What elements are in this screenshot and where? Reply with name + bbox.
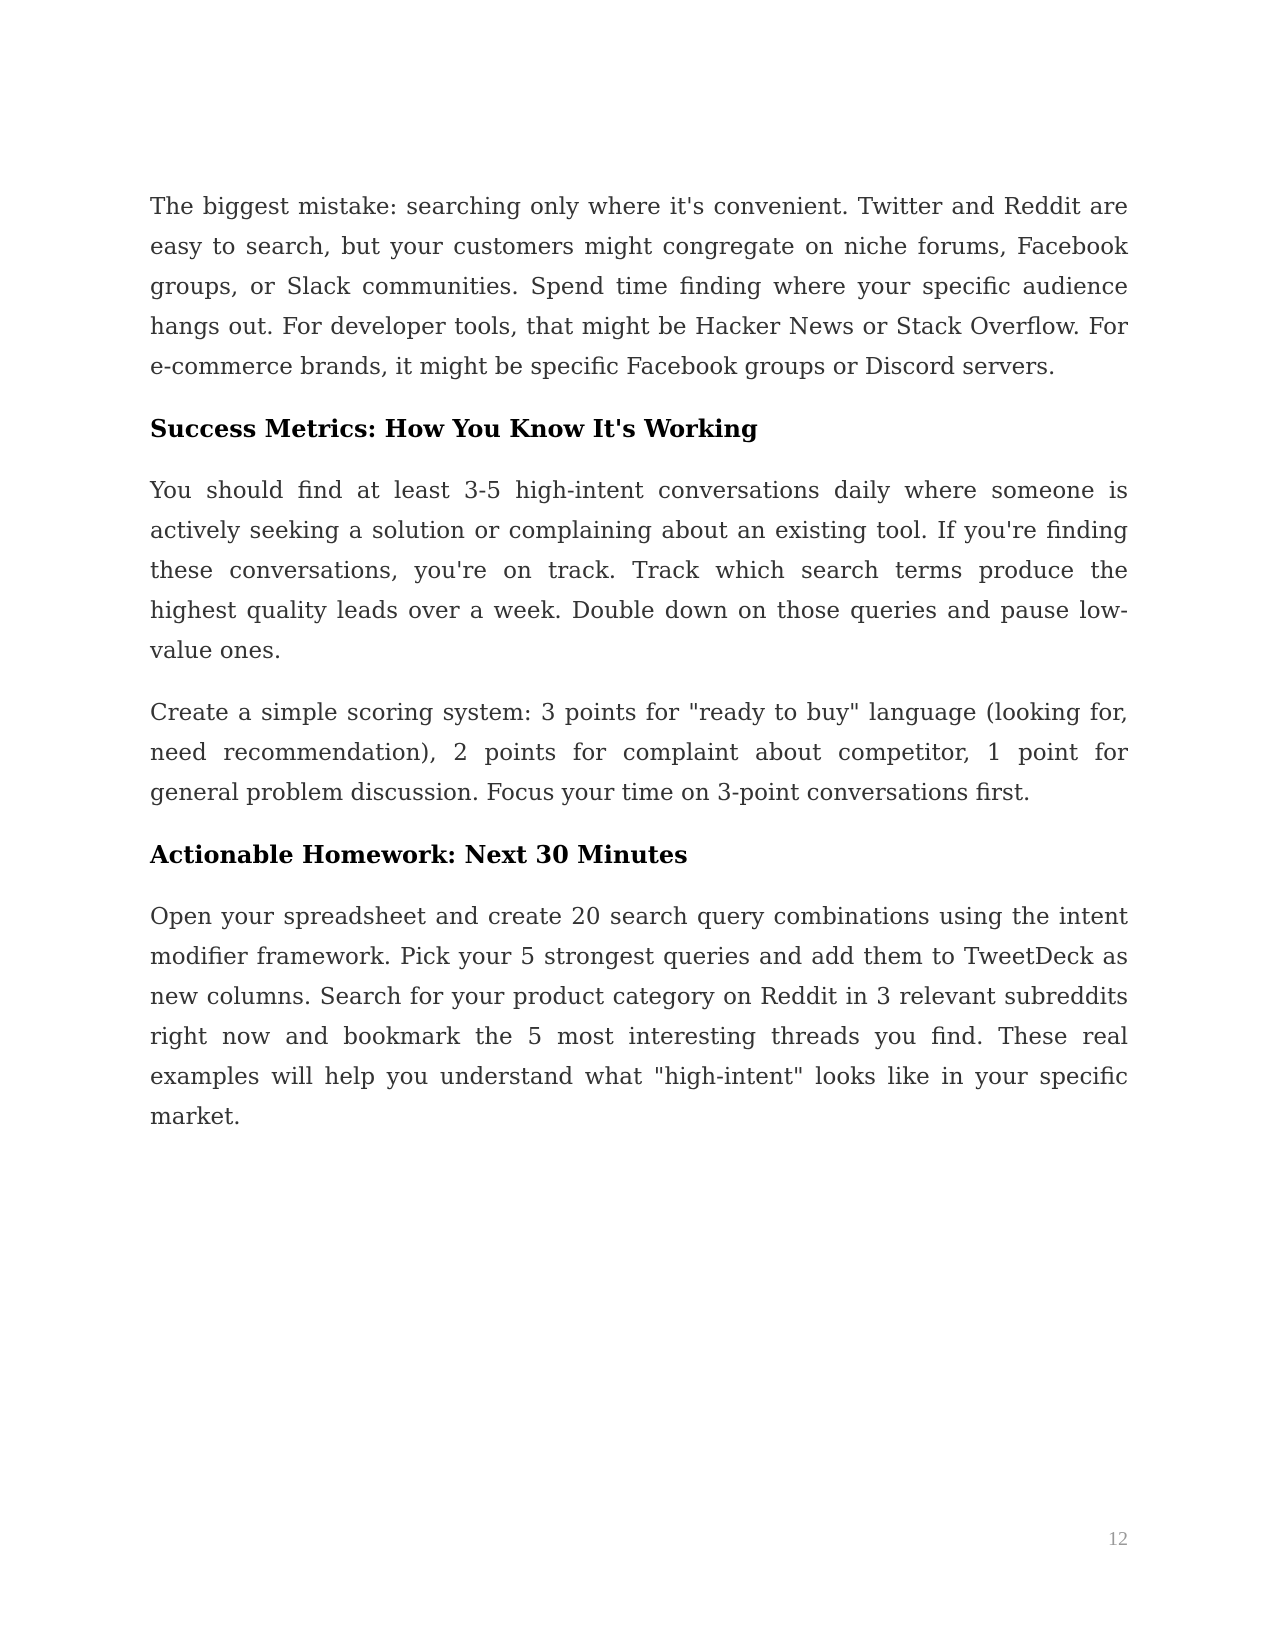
- success-metrics-paragraph-2: Create a simple scoring system: 3 points for "ready to buy" language (looking for, need recommendation), 2 points for complaint about competitor, 1 point for general problem discussion. Focus your time on 3-point conversations first.: [150, 700, 1128, 806]
- page-content: [150, 187, 1128, 1159]
- section-heading-success-metrics: Success Metrics: How You Know It's Working: [150, 414, 758, 443]
- section-heading-actionable-homework: Actionable Homework: Next 30 Minutes: [150, 840, 688, 869]
- intro-paragraph: The biggest mistake: searching only where it's convenient. Twitter and Reddit are easy to search, but your customers might congregate on niche forums, Facebook groups, or Slack communities. Spend time finding where your specific audience hangs out. For developer tools, that might be Hacker News or Stack Overflow. For e-commerce brands, it might be specific Facebook groups or Discord servers.: [150, 194, 1128, 380]
- page-number: 12: [1108, 1528, 1128, 1550]
- success-metrics-paragraph-1: You should find at least 3-5 high-intent conversations daily where someone is actively seeking a solution or complaining about an existing tool. If you're finding these conversations, you're on track. Track which search terms produce the highest quality leads over a week. Double down on those queries and pause low-value ones.: [150, 478, 1128, 664]
- actionable-homework-paragraph: Open your spreadsheet and create 20 search query combinations using the intent modifier framework. Pick your 5 strongest queries and add them to TweetDeck as new columns. Search for your product category on Reddit in 3 relevant subreddits right now and bookmark the 5 most interesting threads you find. These real examples will help you understand what "high-intent" looks like in your specific market.: [150, 904, 1128, 1130]
